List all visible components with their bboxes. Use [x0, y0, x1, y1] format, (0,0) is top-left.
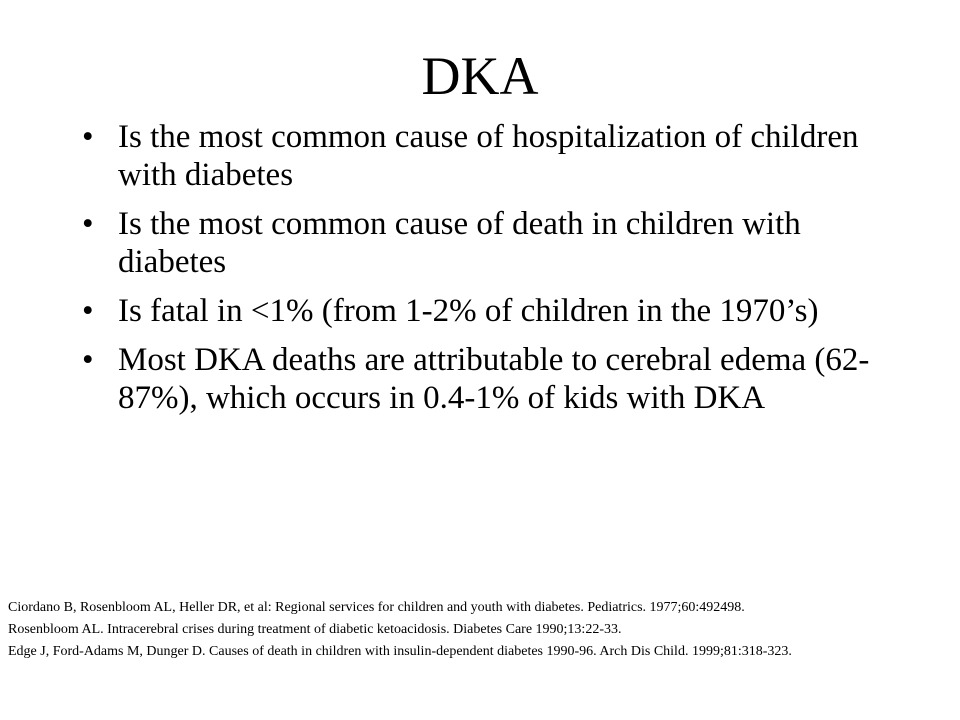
bullet-glyph: • [82, 206, 94, 242]
bullet-list [82, 118, 882, 428]
reference-item: Ciordano B, Rosenbloom AL, Heller DR, et al: Regional services for children and youth with diabetes. Pediatrics. 1977;60:492498. [8, 600, 745, 615]
bullet-text: Is fatal in <1% (from 1-2% of children in the 1970’s) [118, 293, 819, 329]
reference-item: Edge J, Ford-Adams M, Dunger D. Causes of death in children with insulin-dependent diabetes 1990-96. Arch Dis Child. 1999;81:318-323. [8, 644, 792, 659]
bullet-text: Most DKA deaths are attributable to cerebral edema (62-87%), which occurs in 0.4-1% of kids with DKA [118, 342, 870, 416]
bullet-glyph: • [82, 119, 94, 155]
bullet-glyph: • [82, 342, 94, 378]
slide-title: DKA [421, 46, 539, 106]
bullet-item [82, 341, 882, 417]
bullet-item [82, 292, 882, 330]
bullet-text: Is the most common cause of hospitalization of children with diabetes [118, 119, 859, 193]
reference-list [8, 597, 948, 663]
reference-item: Rosenbloom AL. Intracerebral crises during treatment of diabetic ketoacidosis. Diabetes Care 1990;13:22-33. [8, 622, 622, 637]
bullet-glyph: • [82, 293, 94, 329]
bullet-item [82, 205, 882, 281]
bullet-item [82, 118, 882, 194]
bullet-text: Is the most common cause of death in children with diabetes [118, 206, 801, 280]
